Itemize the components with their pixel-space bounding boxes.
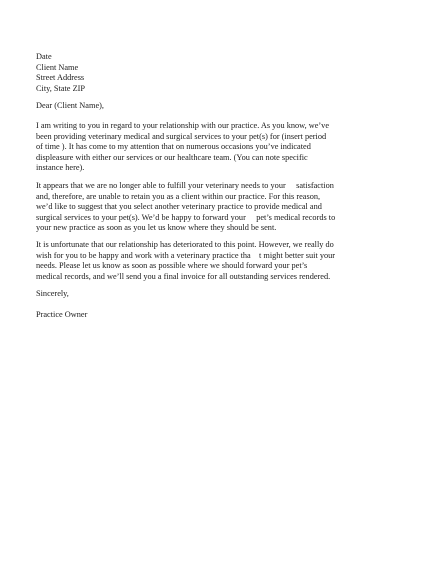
signature	[36, 310, 408, 321]
paragraph-3	[36, 240, 408, 282]
paragraph-2	[36, 181, 408, 234]
paragraph-line: surgical services to your pet(s). We’d be happy to forward your pet’s medical records to	[36, 212, 336, 222]
paragraph-line: medical records, and we’ll send you a final invoice for all outstanding services rendered.	[36, 271, 331, 281]
paragraph-line: I am writing to you in regard to your relationship with our practice. As you know, we’ve	[36, 121, 330, 130]
address-date: Date	[36, 52, 52, 61]
closing	[36, 289, 408, 300]
salutation	[36, 101, 408, 112]
signature-text: Practice Owner	[36, 310, 88, 319]
address-city-state-zip: City, State ZIP	[36, 83, 86, 93]
paragraph-line: wish for you to be happy and work with a veterinary practice tha t might better suit your	[36, 250, 336, 260]
address-client-name: Client Name	[36, 62, 79, 72]
paragraph-line: instance here).	[36, 163, 85, 172]
paragraph-line: we’d like to suggest that you select another veterinary practice to provide medical and	[36, 202, 322, 211]
paragraph-line: your new practice as soon as you let us know where they should be sent.	[36, 223, 277, 232]
paragraph-line: and, therefore, are unable to retain you as a client within our practice. For this reason,	[36, 191, 321, 201]
address-street: Street Address	[36, 73, 85, 82]
paragraph-line: displeasure with either our services or our healthcare team. (You can note specific	[36, 152, 308, 162]
paragraph-line: It appears that we are no longer able to fulfill your veterinary needs to your satisfaction	[36, 181, 334, 190]
paragraph-line: needs. Please let us know as soon as possible where we should forward your pet’s	[36, 261, 308, 270]
paragraph-line: been providing veterinary medical and surgical services to your pet(s) for (insert period	[36, 131, 327, 141]
address-block	[36, 52, 408, 94]
closing-text: Sincerely,	[36, 289, 69, 298]
paragraph-line: It is unfortunate that our relationship has deteriorated to this point. However, we really do	[36, 240, 334, 249]
paragraph-line: of time ). It has come to my attention that on numerous occasions you’ve indicated	[36, 142, 311, 151]
salutation-text: Dear (Client Name),	[36, 101, 104, 110]
paragraph-1	[36, 121, 408, 174]
